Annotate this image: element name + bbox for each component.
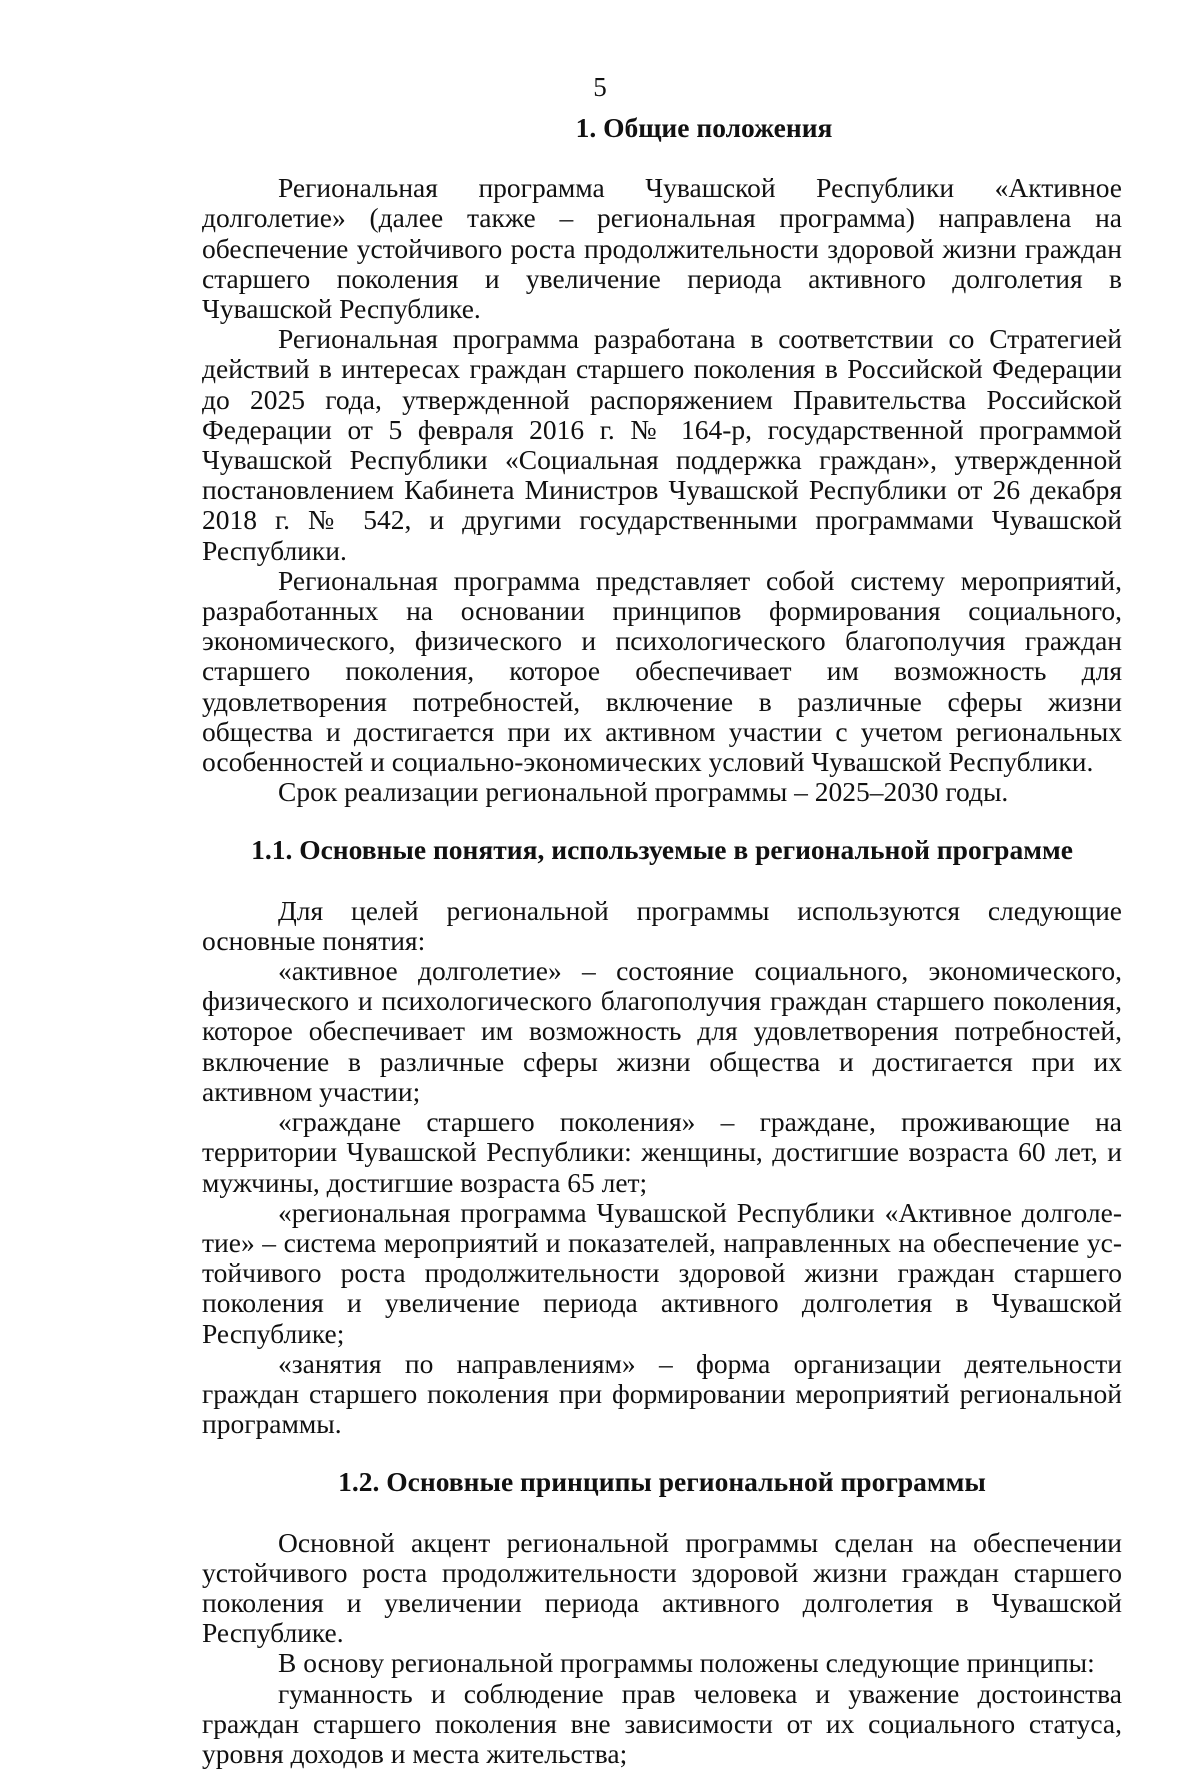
document-body <box>202 113 1122 1769</box>
paragraph: гуманность и соблюдение прав человека и уважение достоинства граждан старшего поколения вне зависимости от их социального статуса, уровня доходов и места жительства; <box>202 1677 1122 1769</box>
paragraph: Региональная программа Чувашской Республики «Активное долголетие» (далее также – региональная программа) направлена на обеспечение устойчивого роста продолжительности здоровой жизни граждан старшего поколения и увеличение периода активного долголетия в Чувашской Республике. <box>202 172 1122 325</box>
definition-paragraph: «граждане старшего поколения» – граждане, проживающие на территории Чувашской Республики: женщины, достигшие возраста 60 лет, и мужчины, достигшие возраста 65 лет; <box>202 1106 1122 1198</box>
paragraph: Срок реализации региональной программы – 2025–2030 годы. <box>278 776 1009 808</box>
page-number: 5 <box>593 72 607 102</box>
section-heading-general-provisions: 1. Общие положения <box>575 112 833 143</box>
definition-paragraph: «активное долголетие» – состояние социального, экономического, физического и психологического благополучия граждан старшего поколения, которое обеспечивает им возможность для удовлетворения потребностей, включение в различные сферы жизни общества и достигается при их активном участии; <box>202 955 1122 1107</box>
paragraph: Основной акцент региональной программы сделан на обеспечении устойчивого роста продолжительности здоровой жизни граждан старшего поколения и увеличении периода активного долголетия в Чувашской Республике. <box>202 1526 1122 1649</box>
section-heading-basic-principles: 1.2. Основные принципы региональной программы <box>338 1466 986 1498</box>
paragraph: Для целей региональной программы используются следующие основные понятия: <box>202 894 1122 956</box>
paragraph: Региональная программа представляет собой систему мероприятий, разработанных на основании принципов формирования социального, экономического, физического и психологического благополучия граждан старшего поколения, которое обеспечивает им возможность для удовлетворения потребностей, включение в различные сферы жизни общества и достигается при их активном участии с учетом региональных особенностей и социально-экономических условий Чувашской Республики. <box>202 564 1122 778</box>
definition-paragraph: «занятия по направлениям» – форма организации деятельности граждан старшего поколения при формировании мероприятий региональной программы. <box>202 1347 1122 1440</box>
paragraph: В основу региональной программы положены следующие принципы: <box>278 1647 1095 1679</box>
definition-paragraph: «региональная программа Чувашской Республики «Активное долголетие» – система мероприятий и показателей, направленных на обеспечение устойчивого роста продолжительности здоровой жизни граждан старшего поколения и увеличение периода активного долголетия в Чувашской Республике; <box>202 1196 1122 1349</box>
section-heading-basic-concepts: 1.1. Основные понятия, используемые в региональной программе <box>251 834 1073 866</box>
paragraph: Региональная программа разработана в соответствии со Стратегией действий в интересах граждан старшего поколения в Российской Федерации до 2025 года, утвержденной распоряжением Правительства Российской Федерации от 5 февраля 2016 г. № 164-р, государственной программой Чувашской Республики «Социальная поддержка граждан», утвержденной постановлением Кабинета Министров Чувашской Республики от 26 декабря 2018 г. № 542, и другими государственными программами Чувашской Республики. <box>202 323 1122 566</box>
